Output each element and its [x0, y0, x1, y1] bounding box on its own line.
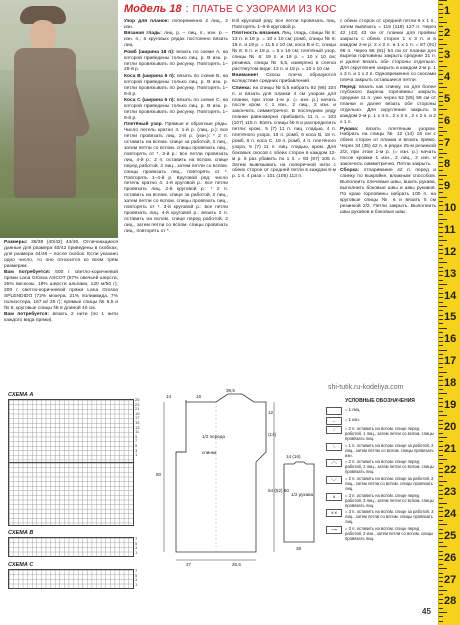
- ruler-tick: [439, 144, 443, 145]
- watermark-text: shi-tutik.ru-kodeliya.com: [328, 384, 404, 391]
- dim-armhole-2: (14): [268, 432, 277, 437]
- ruler-tick: [439, 533, 443, 534]
- ruler-tick: [439, 197, 447, 198]
- ruler-tick: [439, 538, 443, 539]
- ruler-tick: [439, 564, 443, 565]
- ruler-number: 26: [444, 551, 457, 564]
- legend-item: ⟍⟋ = 2 п. оставить на вспом. спице за работой, 2 лиц., затем петли со вспом. спицы провязать лиц.: [326, 476, 434, 491]
- ruler-tick: [439, 271, 443, 272]
- assembly-paragraph: Сборка: отпаривание 42 п. перед и спинку по выкройке, влажным способом. Выполнить плечевые швы, вшить рукава, выполнить боковые швы и швы рукавов. По краю горловины набрать 100 п. на круговые спицы № 6 и вязать 5 см резинкой 2/2. Петли закрыть. Выполнить швы рукавов и боковые швы.: [340, 168, 436, 215]
- column-3-intro: с обеих сторон от средней петли 6 х 1 п., затем вывязать = 115 (119) 127 п. Через 42 (43) 43 см от планки для проймы закрыть с обеих сторон 1 х 3 п. и в каждом 2-м р. 2 х 2 п. и 1 х 1 п. = 87 (91) 99 п. Через 58 (61) 64 см от планки для выреза горловины закрыть средние 31 п. и далее вязать обе стороны отдельно. Для скругления закрыть в каждом 2-м р. 1 х 3 п. и 1 х 2 п. Одновременно со скосами плеча закрыть оставшиеся петли.: [340, 19, 436, 84]
- ruler-tick: [439, 210, 443, 211]
- ruler-tick: [439, 188, 443, 189]
- ruler-tick: [439, 0, 447, 1]
- legend-item: = 1 лиц.: [326, 407, 434, 415]
- legend-item: ⟋⟍ = 2 п. оставить на вспом. спице перед работой, 2 лиц., затем петли со вспом. спицы провязать лиц.: [326, 459, 434, 474]
- ruler-tick: [439, 428, 443, 429]
- pattern-diamond: Ромб (ширина 18 п): вязать по схеме А, на которой приведены только лиц. р. В изн. р. петли провязывать по рисунку. Повторять 1–28-й р.: [124, 49, 229, 73]
- ruler-tick: [439, 376, 443, 377]
- ruler-tick: [439, 175, 447, 176]
- ruler-tick: [439, 341, 443, 342]
- photo-grass: [0, 198, 118, 238]
- label-half-sleeve: 1/2 рукава: [291, 492, 314, 497]
- legend-item: ⟍ = 1 п. оставить на вспом. спице за работой, 2 лиц., затем петлю со вспом. спицы провязать изн.: [326, 443, 434, 458]
- ruler-tick: [439, 415, 447, 416]
- dim-half-width: 26,5: [232, 562, 241, 567]
- ruler-tick: [439, 114, 443, 115]
- column-2-intro: 8-й круговой ряд: все петли провязать лиц. Повторять 1–8-й круговой р.: [232, 19, 336, 30]
- text-column-1: [124, 19, 228, 387]
- ruler-tick: [439, 551, 443, 552]
- ruler-tick: [439, 463, 443, 464]
- ruler-tick: [439, 232, 443, 233]
- ruler-tick: [439, 380, 443, 381]
- back-paragraph: Спинка: на спицы № 5,5 набрать 92 (96) 104 п. и вязать для планки 4 см узором для планки, при этом 1-м р. (= изн. р.) начать после кром. с 1 изн., 2 лиц., 2 изн. и закончить симметрично. В последнем ряду планки равномерно прибавить 11 п. = 103 (107) 115 п. Взять спицы № 6 и распределить петли: кром., 5 (7) 11 п. лиц. гладью, 4 п. плетёного узора, 19 п. ромб, 6 коса В, 18 п. ромб, 6 п. коса С, 19 п. ромб, 4 п. плетёного узора, 5 (7) 11 п. лиц. гладью, кром. Для боковых скосов с обеих сторон в каждом 12-м р. 5 раз убавить по 1 п. = 93 (97) 105 п. Затем вывязывать на поперечной нити с обеих сторон от средней петли в каждом 6-м р. 1 п. 4 раза = 101 (105) 113 п.: [232, 85, 336, 180]
- ruler-tick: [439, 127, 443, 128]
- model-photo: [0, 0, 118, 238]
- ruler-tick: [439, 455, 443, 456]
- ruler-tick: [439, 302, 443, 303]
- ruler-tick: [439, 437, 447, 438]
- ruler-number: 9: [444, 180, 451, 193]
- ruler-number: 10: [444, 202, 457, 215]
- ruler-tick: [439, 546, 447, 547]
- ruler-tick: [439, 363, 443, 364]
- ruler-tick: [439, 201, 443, 202]
- ruler-tick: [439, 31, 443, 32]
- front-paragraph: Перед: вязать как спинку, но для более глубокого выреза горловины закрыть средние 11 п. уже через 52 (55) 58 см от планки и далее вязать обе стороны отдельно. Для скругления закрыть в каждом 2-м р. 1 х 4 п., 2 х 3 п., 2 х 2 п. и 2 х 1 п.: [340, 84, 436, 125]
- ruler-tick: [439, 35, 443, 36]
- ruler-tick: [439, 354, 443, 355]
- ruler-tick: [439, 503, 447, 504]
- ruler-tick: [439, 406, 443, 407]
- ruler-tick: [439, 96, 443, 97]
- ruler-tick: [439, 275, 443, 276]
- legend-item: ⟋ = 2 п. оставить на вспом. спице перед работой, 1 лиц., затем петли со вспом. спицы провязать лиц.: [326, 426, 434, 441]
- ruler-tick: [439, 599, 443, 600]
- ruler-tick: [439, 101, 443, 102]
- ruler-tick: [439, 310, 443, 311]
- schema-c-grid: [8, 569, 134, 589]
- page-number: 45: [422, 607, 431, 616]
- sleeves-paragraph: Рукава: вязать плетёным узором. Набрать на спицы № 12 (14) 16 см с обеих сторон от планки и вязать прямо. Через 34 (35) 42 п. в рядах 25-м резинкой 2/2, при этом 1-м р. (= изн. р.) начать после кромки 1 изн., 2 лиц., 2 изн. и закончить симметрично. Петли закрыть.: [340, 126, 436, 167]
- ruler-number: 4: [444, 71, 451, 84]
- ruler-tick: [439, 590, 447, 591]
- ruler-tick: [439, 245, 443, 246]
- text-column-2: [232, 19, 336, 387]
- ruler-number: 14: [444, 289, 457, 302]
- ruler-tick: [439, 332, 443, 333]
- schema-b-row-numbers: 7 5 3 1: [135, 536, 138, 555]
- ruler-number: 17: [444, 355, 457, 368]
- schema-a-row-numbers: 25 23 21 19 17 15 13 11 9 7 5 3 1: [135, 397, 140, 458]
- garment-pattern-diagram: [156, 388, 322, 588]
- ruler-number: 27: [444, 573, 457, 586]
- ruler-tick: [439, 420, 443, 421]
- ruler-tick: [439, 411, 443, 412]
- ruler-tick: [439, 306, 447, 307]
- ruler-tick: [439, 586, 443, 587]
- ruler-tick: [439, 372, 447, 373]
- schema-a-grid: [8, 399, 134, 463]
- ruler-tick: [439, 337, 443, 338]
- ruler-tick: [439, 92, 443, 93]
- dim-sleeve-top: 14 (16): [286, 454, 301, 459]
- symbols-legend: [326, 398, 434, 603]
- ruler-tick: [439, 122, 443, 123]
- dim-width: 27: [186, 562, 192, 567]
- ruler-tick: [439, 516, 443, 517]
- ruler-tick: [439, 520, 443, 521]
- dim-length: 80: [156, 472, 162, 477]
- ruler-number: 24: [444, 508, 457, 521]
- ruler-tick: [439, 214, 443, 215]
- ruler-tick: [439, 26, 443, 27]
- article-title: ПЛАТЬЕ С УЗОРАМИ ИЗ КОС: [192, 4, 337, 15]
- ruler-tick: [439, 74, 443, 75]
- ruler-tick: [439, 494, 443, 495]
- ruler-number: 13: [444, 267, 457, 280]
- ruler-tick: [439, 594, 443, 595]
- ruler-tick: [439, 118, 443, 119]
- ruler-tick: [439, 385, 443, 386]
- ruler-tick: [439, 70, 443, 71]
- dim-armhole: 12: [268, 410, 274, 415]
- ruler-tick: [439, 490, 443, 491]
- ruler-tick: [439, 542, 443, 543]
- legend-item: ⨯ = 3 п. оставить на вспом. спице перед работой, 3 лиц., затем петли со вспом. спицы провязать лиц.: [326, 493, 434, 508]
- dim-sleeve-width: 38: [296, 546, 302, 551]
- ruler-tick: [439, 393, 447, 394]
- ruler-tick: [439, 559, 443, 560]
- materials-paragraph: Вам потребуется: 500 г светло-коричневой пряжи Lana Grossa ASCOT (57% овечьей шерсти, 25% вискозы, 18% шерсти альпаки, 120 м/50 г); 200 г светло-коричневой пряжи Lana Grossa SPLENDIDO (72% мохера, 21% полиамида, 7% полиэстера, 167 м/ 25 г); прямые спицы № 5,5 и № 6; круговые спицы № 6 длиной 40 см.: [4, 270, 118, 311]
- schema-a-label: СХЕМА А: [8, 392, 34, 398]
- ruler-tick: [439, 367, 443, 368]
- ruler-tick: [439, 424, 443, 425]
- ruler-tick: [439, 22, 447, 23]
- schema-c-label: СХЕМА С: [8, 562, 34, 568]
- ruler-number: 25: [444, 529, 457, 542]
- legend-item: – = 1 изн.: [326, 417, 434, 425]
- ruler-tick: [439, 616, 443, 617]
- dim-side: 54 (52) 50: [268, 488, 289, 493]
- ruler-tick: [439, 288, 443, 289]
- header-separator: :: [185, 3, 189, 15]
- ruler-tick: [439, 350, 447, 351]
- legend-item: ⨯⨯ = 3 п. оставить на вспом. спице за работой, 3 лиц., затем петли со вспом. спицы провязать лиц.: [326, 509, 434, 524]
- sizes-paragraph: Размеры: 38/38 (40/42) 44/46. Отличающиеся данные для размера 40/42 приведены в скобках, для размера 44/46 – после скобок. Если указано одно число, то оно относится ко всем трём размерам.: [4, 240, 119, 269]
- ruler-tick: [439, 79, 443, 80]
- ruler-tick: [439, 293, 443, 294]
- label-back: спинки: [202, 450, 217, 455]
- ruler-tick: [439, 131, 447, 132]
- ruler-tick: [439, 472, 443, 473]
- ruler-tick: [439, 249, 443, 250]
- photo-dress: [14, 48, 76, 198]
- ruler-number: 20: [444, 420, 457, 433]
- photo-face: [30, 20, 56, 50]
- ruler-tick: [439, 13, 443, 14]
- ruler-tick: [439, 450, 443, 451]
- ruler-tick: [439, 61, 443, 62]
- measuring-ruler: [438, 0, 460, 625]
- ruler-tick: [439, 358, 443, 359]
- ruler-tick: [439, 223, 443, 224]
- ruler-tick: [439, 83, 443, 84]
- ruler-tick: [439, 485, 443, 486]
- ruler-tick: [439, 498, 443, 499]
- legend-title: УСЛОВНЫЕ ОБОЗНАЧЕНИЯ: [345, 398, 415, 404]
- ruler-tick: [439, 319, 443, 320]
- ruler-tick: [439, 166, 443, 167]
- ruler-number: 23: [444, 486, 457, 499]
- ruler-tick: [439, 267, 443, 268]
- ruler-tick: [439, 262, 447, 263]
- ruler-number: 16: [444, 333, 457, 346]
- ruler-tick: [439, 258, 443, 259]
- article-header: [124, 3, 434, 17]
- ruler-tick: [439, 253, 443, 254]
- ruler-tick: [439, 608, 443, 609]
- ruler-tick: [439, 433, 443, 434]
- schema-b-grid: [8, 537, 134, 557]
- ruler-number: 2: [444, 27, 451, 40]
- dim-collar: 39,5: [226, 388, 235, 393]
- ruler-tick: [439, 323, 443, 324]
- ruler-number: 19: [444, 398, 457, 411]
- ruler-tick: [439, 109, 447, 110]
- ruler-tick: [439, 468, 443, 469]
- ruler-number: 6: [444, 114, 451, 127]
- ruler-tick: [439, 157, 443, 158]
- pattern-braid: Плетёный узор. Прямые и обратные ряды. Число петель кратно 4. 1-й р. (лиц. р.): все петли провязать лиц. 2-й р. (изн.): * 2 п. оставить на вспом. спице за работой, 2 лиц., затем петли со вспом. спицы провязать лиц., повторять от *. 3-й р.: все петли провязать лиц. 4-й р.: 2 п. оставить на вспом. спице перед работой, 2 лиц., затем петли со вспом. спицы провязать лиц., повторять от *. Повторять 1–4-й р. Круговой ряд: число петель кратно 4. 1-й круговой р.: все петли провязать лиц. 2-й круговой р.: * 2 п. оставить на вспом. спице за работой, 2 лиц., затем петли со вспом. спицы провязать лиц., повторять от *. 3-й круговой р.: все петли провязать лиц. 4-й круговой р.: вязать 2 п. оставить на вспом. спице перед работой, 2 лиц., затем петли со вспом. спицы провязать лиц., повторять от *.: [124, 122, 228, 234]
- ruler-tick: [439, 4, 443, 5]
- ruler-tick: [439, 280, 443, 281]
- ruler-tick: [439, 345, 443, 346]
- ruler-tick: [439, 227, 443, 228]
- ruler-tick: [439, 577, 443, 578]
- ruler-tick: [439, 389, 443, 390]
- model-number: Модель 18: [124, 3, 182, 15]
- ruler-number: 5: [444, 92, 451, 105]
- dim-shoulder: 14: [166, 394, 172, 399]
- ruler-tick: [439, 162, 443, 163]
- pattern-cable-a: Коса В (ширина 6 п): вязать по схеме В, на которой приведены только лиц. р. В изн. р. петли провязывать по рисунку. Повторять 1–8-й р.: [124, 73, 228, 97]
- ruler-number: 3: [444, 49, 451, 62]
- ruler-tick: [439, 315, 443, 316]
- gauge-paragraph: Вам потребуется: вязать 2 нити (по 1 нити каждого вида пряжи).: [4, 312, 118, 323]
- ruler-tick: [439, 39, 443, 40]
- ruler-tick: [439, 481, 447, 482]
- ruler-tick: [439, 621, 443, 622]
- ruler-number: 12: [444, 245, 457, 258]
- attention-paragraph: Внимание! Скосы плеча образуются вследствие средних прибавлений.: [232, 73, 336, 85]
- ruler-number: 22: [444, 464, 457, 477]
- ruler-tick: [439, 507, 443, 508]
- ruler-tick: [439, 153, 447, 154]
- garment-outline: [156, 392, 322, 588]
- ruler-tick: [439, 192, 443, 193]
- ruler-number: 28: [444, 595, 457, 608]
- ruler-tick: [439, 44, 447, 45]
- label-half-front: 1/2 переда: [202, 434, 225, 439]
- ruler-tick: [439, 612, 447, 613]
- ruler-tick: [439, 529, 443, 530]
- ruler-number: 18: [444, 376, 457, 389]
- ruler-tick: [439, 402, 443, 403]
- ruler-tick: [439, 87, 447, 88]
- ruler-tick: [439, 135, 443, 136]
- ruler-tick: [439, 149, 443, 150]
- ruler-tick: [439, 66, 447, 67]
- ruler-tick: [439, 9, 443, 10]
- density-paragraph: Плотность вязания. Лиц. гладь, спицы № 6: 13 п. и 19 р. = 10 х 10 см; ромб, спицы № 6: 18 п. и 19 р. = 11,5 х 10 см; коса В и С, спицы № 6: 6 п. и 19 р. = 5 х 10 см; плетёный узор, спицы № 6: 19 п. и 19 р. = 10 х 10 см; резинка, спицы № 5,5, измерено в слегка растянутом виде: 13 п. и 18 р. = 10 х 10 см.: [232, 31, 337, 72]
- ruler-tick: [439, 555, 443, 556]
- ruler-tick: [439, 581, 443, 582]
- ruler-tick: [439, 459, 447, 460]
- ruler-tick: [439, 568, 447, 569]
- ruler-number: 15: [444, 311, 457, 324]
- ruler-tick: [439, 48, 443, 49]
- text-column-3: [340, 19, 436, 387]
- ruler-tick: [439, 328, 447, 329]
- ruler-number: 1: [444, 5, 451, 18]
- ruler-tick: [439, 524, 447, 525]
- ruler-tick: [439, 236, 443, 237]
- ruler-number: 7: [444, 136, 451, 149]
- ruler-tick: [439, 573, 443, 574]
- legend-item: ⟿ = 3 п. оставить на вспом. спице перед работой, 2 изн., затем петли со вспом. спицы провязать лиц.: [326, 526, 434, 541]
- ruler-number: 8: [444, 158, 451, 171]
- ruler-tick: [439, 179, 443, 180]
- pattern-cable-b: Коса С (ширина 6 п): вязать по схеме С, на которой приведены только лиц. р. В изн. р. петли провязывать по рисунку. Повторять 1–8-й р.: [124, 98, 229, 121]
- ruler-tick: [439, 170, 443, 171]
- ruler-tick: [439, 441, 443, 442]
- ruler-tick: [439, 105, 443, 106]
- ruler-tick: [439, 603, 443, 604]
- ruler-tick: [439, 52, 443, 53]
- schema-a-grid-lower: [8, 462, 134, 526]
- left-text-column: [4, 240, 118, 390]
- schema-c-row-numbers: 7 5 3 1: [135, 568, 138, 587]
- schema-b-label: СХЕМА В: [8, 530, 34, 536]
- ruler-tick: [439, 219, 447, 220]
- ruler-tick: [439, 140, 443, 141]
- ruler-number: 11: [444, 223, 456, 236]
- dim-neck: 16: [196, 394, 202, 399]
- ruler-tick: [439, 17, 443, 18]
- ruler-tick: [439, 240, 447, 241]
- pattern-purl: Узор для планок: попеременно 2 лиц., 2 изн.: [124, 19, 228, 30]
- ruler-tick: [439, 57, 443, 58]
- ruler-tick: [439, 398, 443, 399]
- ruler-tick: [439, 446, 443, 447]
- ruler-tick: [439, 511, 443, 512]
- ruler-tick: [439, 205, 443, 206]
- ruler-tick: [439, 184, 443, 185]
- ruler-tick: [439, 284, 447, 285]
- pattern-rib: Вязаная гладь: лиц. р. – лиц. п., изн. р. – изн. п.; в круговых рядах постоянно вязать лиц.: [124, 31, 229, 49]
- ruler-tick: [439, 297, 443, 298]
- ruler-tick: [439, 476, 443, 477]
- ruler-number: 21: [444, 442, 457, 455]
